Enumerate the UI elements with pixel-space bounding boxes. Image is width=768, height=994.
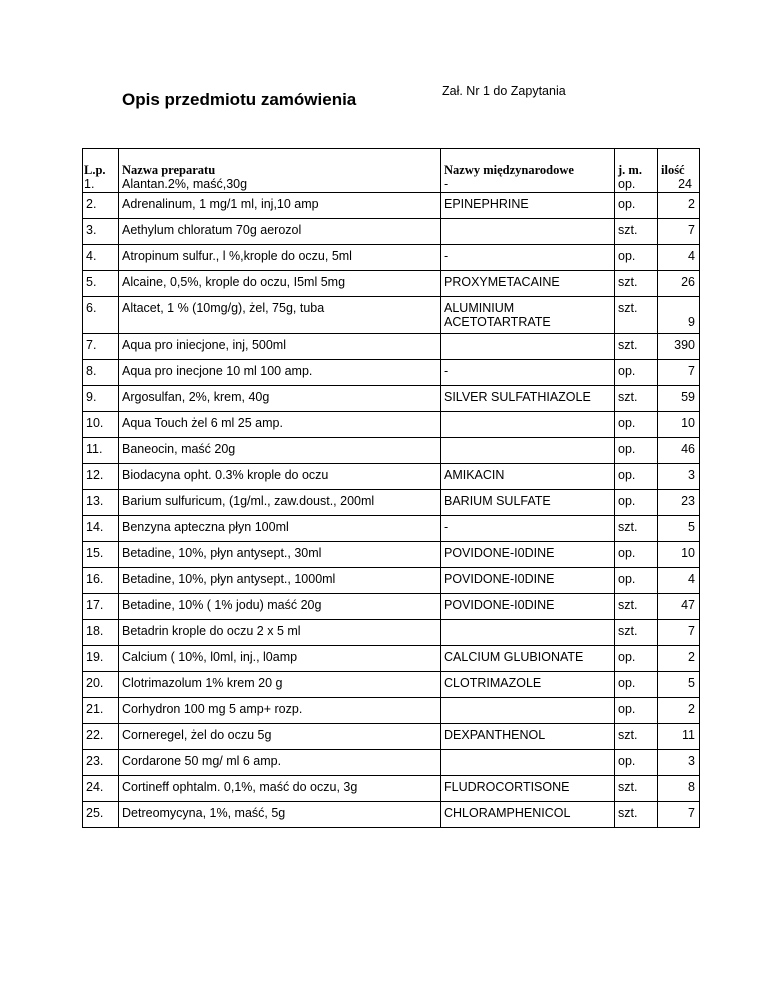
table-row bbox=[83, 438, 700, 464]
cell-qty: 4 bbox=[658, 245, 700, 271]
table-row bbox=[83, 334, 700, 360]
cell-unit: op. bbox=[615, 464, 658, 490]
cell-name: Cortineff ophtalm. 0,1%, maść do oczu, 3g bbox=[119, 776, 441, 802]
cell-lp: 17. bbox=[83, 594, 119, 620]
cell-name: Benzyna apteczna płyn 100ml bbox=[119, 516, 441, 542]
cell-name: Altacet, 1 % (10mg/g), żel, 75g, tuba bbox=[119, 297, 441, 334]
cell-name: Barium sulfuricum, (1g/ml., zaw.doust., 200ml bbox=[119, 490, 441, 516]
row-1-qty: 24 bbox=[678, 177, 692, 191]
cell-intl bbox=[441, 219, 615, 245]
header-qty: ilość bbox=[661, 163, 685, 177]
cell-lp: 11. bbox=[83, 438, 119, 464]
cell-lp: 6. bbox=[83, 297, 119, 334]
cell-intl: POVIDONE-I0DINE bbox=[441, 568, 615, 594]
cell-qty: 10 bbox=[658, 412, 700, 438]
cell-unit: op. bbox=[615, 698, 658, 724]
cell-qty: 2 bbox=[658, 193, 700, 219]
cell-intl: CHLORAMPHENICOL bbox=[441, 802, 615, 828]
cell-name: Betadine, 10%, płyn antysept., 30ml bbox=[119, 542, 441, 568]
cell-unit: szt. bbox=[615, 802, 658, 828]
table-row bbox=[83, 386, 700, 412]
cell-qty: 59 bbox=[658, 386, 700, 412]
cell-intl bbox=[441, 297, 615, 334]
table-row bbox=[83, 594, 700, 620]
cell-unit: op. bbox=[615, 438, 658, 464]
cell-qty: 26 bbox=[658, 271, 700, 297]
row-1-intl: - bbox=[444, 177, 449, 191]
header-cell-intl bbox=[441, 149, 615, 193]
header-cell-qty bbox=[658, 149, 700, 193]
table-row bbox=[83, 490, 700, 516]
order-table bbox=[82, 148, 700, 828]
cell-unit: op. bbox=[615, 412, 658, 438]
cell-qty: 4 bbox=[658, 568, 700, 594]
page-title: Opis przedmiotu zamówienia bbox=[122, 90, 357, 109]
header-name: Nazwa preparatu bbox=[122, 163, 216, 177]
cell-qty: 7 bbox=[658, 802, 700, 828]
cell-unit: szt. bbox=[615, 516, 658, 542]
cell-qty: 390 bbox=[658, 334, 700, 360]
cell-name: Alcaine, 0,5%, krople do oczu, I5ml 5mg bbox=[119, 271, 441, 297]
cell-qty: 23 bbox=[658, 490, 700, 516]
cell-intl: POVIDONE-I0DINE bbox=[441, 542, 615, 568]
table-row bbox=[83, 464, 700, 490]
table-row bbox=[83, 193, 700, 219]
table-row bbox=[83, 646, 700, 672]
table-row bbox=[83, 360, 700, 386]
cell-intl: CALCIUM GLUBIONATE bbox=[441, 646, 615, 672]
cell-lp: 24. bbox=[83, 776, 119, 802]
cell-intl bbox=[441, 750, 615, 776]
cell-name: Argosulfan, 2%, krem, 40g bbox=[119, 386, 441, 412]
cell-unit: op. bbox=[615, 245, 658, 271]
cell-qty: 9 bbox=[658, 297, 700, 334]
cell-lp: 3. bbox=[83, 219, 119, 245]
table-row bbox=[83, 412, 700, 438]
cell-lp: 19. bbox=[83, 646, 119, 672]
cell-lp: 23. bbox=[83, 750, 119, 776]
cell-unit: szt. bbox=[615, 776, 658, 802]
cell-intl bbox=[441, 438, 615, 464]
table-row bbox=[83, 802, 700, 828]
table-row bbox=[83, 568, 700, 594]
cell-lp: 15. bbox=[83, 542, 119, 568]
table-row bbox=[83, 219, 700, 245]
cell-name: Aqua pro iniecjone, inj, 500ml bbox=[119, 334, 441, 360]
cell-lp: 4. bbox=[83, 245, 119, 271]
header-cell-name bbox=[119, 149, 441, 193]
cell-intl: BARIUM SULFATE bbox=[441, 490, 615, 516]
cell-qty: 3 bbox=[658, 750, 700, 776]
cell-unit: op. bbox=[615, 568, 658, 594]
cell-name: Betadrin krople do oczu 2 x 5 ml bbox=[119, 620, 441, 646]
cell-lp: 21. bbox=[83, 698, 119, 724]
cell-qty: 47 bbox=[658, 594, 700, 620]
cell-unit: szt. bbox=[615, 334, 658, 360]
header-unit: j. m. bbox=[618, 163, 642, 177]
cell-qty: 5 bbox=[658, 516, 700, 542]
cell-lp: 13. bbox=[83, 490, 119, 516]
cell-intl bbox=[441, 698, 615, 724]
cell-name: Adrenalinum, 1 mg/1 ml, inj,10 amp bbox=[119, 193, 441, 219]
cell-intl bbox=[441, 620, 615, 646]
cell-lp: 22. bbox=[83, 724, 119, 750]
cell-name: Biodacyna opht. 0.3% krople do oczu bbox=[119, 464, 441, 490]
cell-intl-line-2: ACETOTARTRATE bbox=[444, 315, 551, 329]
row-1-name: Alantan.2%, maść,30g bbox=[122, 177, 248, 191]
cell-name: Aethylum chloratum 70g aerozol bbox=[119, 219, 441, 245]
cell-intl: DEXPANTHENOL bbox=[441, 724, 615, 750]
cell-qty: 11 bbox=[658, 724, 700, 750]
cell-intl bbox=[441, 412, 615, 438]
cell-name: Corhydron 100 mg 5 amp+ rozp. bbox=[119, 698, 441, 724]
cell-lp: 18. bbox=[83, 620, 119, 646]
cell-qty: 8 bbox=[658, 776, 700, 802]
cell-name: Calcium ( 10%, l0ml, inj., l0amp bbox=[119, 646, 441, 672]
cell-unit: op. bbox=[615, 490, 658, 516]
cell-qty: 3 bbox=[658, 464, 700, 490]
cell-name: Cordarone 50 mg/ ml 6 amp. bbox=[119, 750, 441, 776]
annex-label: Zał. Nr 1 do Zapytania bbox=[442, 84, 566, 98]
table-row bbox=[83, 724, 700, 750]
cell-intl: EPINEPHRINE bbox=[441, 193, 615, 219]
cell-name: Aqua Touch żel 6 ml 25 amp. bbox=[119, 412, 441, 438]
cell-unit: szt. bbox=[615, 620, 658, 646]
header-row bbox=[83, 149, 700, 193]
cell-unit: szt. bbox=[615, 594, 658, 620]
cell-unit: op. bbox=[615, 193, 658, 219]
header-cell-unit bbox=[615, 149, 658, 193]
header-lp: L.p. bbox=[84, 163, 106, 177]
cell-unit: szt. bbox=[615, 724, 658, 750]
table-row bbox=[83, 297, 700, 334]
table-row bbox=[83, 516, 700, 542]
cell-name: Betadine, 10%, płyn antysept., 1000ml bbox=[119, 568, 441, 594]
cell-intl: - bbox=[441, 516, 615, 542]
cell-qty: 7 bbox=[658, 360, 700, 386]
cell-name: Corneregel, żel do oczu 5g bbox=[119, 724, 441, 750]
table-row bbox=[83, 271, 700, 297]
cell-intl: - bbox=[441, 245, 615, 271]
cell-unit: op. bbox=[615, 542, 658, 568]
table-row bbox=[83, 620, 700, 646]
cell-unit: szt. bbox=[615, 386, 658, 412]
cell-lp: 20. bbox=[83, 672, 119, 698]
table-row bbox=[83, 672, 700, 698]
cell-unit: op. bbox=[615, 750, 658, 776]
cell-intl: CLOTRIMAZOLE bbox=[441, 672, 615, 698]
cell-intl: AMIKACIN bbox=[441, 464, 615, 490]
cell-qty: 2 bbox=[658, 646, 700, 672]
cell-intl-line-1: ALUMINIUM bbox=[444, 301, 515, 315]
cell-name: Clotrimazolum 1% krem 20 g bbox=[119, 672, 441, 698]
cell-lp: 25. bbox=[83, 802, 119, 828]
cell-qty: 10 bbox=[658, 542, 700, 568]
cell-lp: 10. bbox=[83, 412, 119, 438]
cell-lp: 2. bbox=[83, 193, 119, 219]
cell-unit: op. bbox=[615, 646, 658, 672]
cell-lp: 9. bbox=[83, 386, 119, 412]
cell-qty: 46 bbox=[658, 438, 700, 464]
cell-qty: 2 bbox=[658, 698, 700, 724]
cell-unit: szt. bbox=[615, 297, 658, 334]
cell-name: Detreomycyna, 1%, maść, 5g bbox=[119, 802, 441, 828]
cell-intl: SILVER SULFATHIAZOLE bbox=[441, 386, 615, 412]
table-row bbox=[83, 750, 700, 776]
cell-unit: op. bbox=[615, 360, 658, 386]
table-row bbox=[83, 776, 700, 802]
cell-intl: FLUDROCORTISONE bbox=[441, 776, 615, 802]
cell-lp: 12. bbox=[83, 464, 119, 490]
table-row bbox=[83, 245, 700, 271]
cell-qty: 7 bbox=[658, 620, 700, 646]
row-1-unit: op. bbox=[618, 177, 636, 191]
cell-unit: op. bbox=[615, 672, 658, 698]
cell-intl: - bbox=[441, 360, 615, 386]
cell-name: Aqua pro inecjone 10 ml 100 amp. bbox=[119, 360, 441, 386]
cell-lp: 7. bbox=[83, 334, 119, 360]
cell-name: Atropinum sulfur., l %,krople do oczu, 5ml bbox=[119, 245, 441, 271]
header-cell-lp bbox=[83, 149, 119, 193]
cell-qty: 7 bbox=[658, 219, 700, 245]
cell-lp: 8. bbox=[83, 360, 119, 386]
header-intl: Nazwy międzynarodowe bbox=[444, 163, 574, 177]
cell-unit: szt. bbox=[615, 219, 658, 245]
row-1-lp: 1. bbox=[84, 177, 95, 191]
cell-intl: POVIDONE-I0DINE bbox=[441, 594, 615, 620]
cell-intl: PROXYMETACAINE bbox=[441, 271, 615, 297]
table-row bbox=[83, 542, 700, 568]
cell-lp: 16. bbox=[83, 568, 119, 594]
cell-unit: szt. bbox=[615, 271, 658, 297]
cell-name: Baneocin, maść 20g bbox=[119, 438, 441, 464]
cell-lp: 5. bbox=[83, 271, 119, 297]
cell-name: Betadine, 10% ( 1% jodu) maść 20g bbox=[119, 594, 441, 620]
cell-intl bbox=[441, 334, 615, 360]
cell-lp: 14. bbox=[83, 516, 119, 542]
table-row bbox=[83, 698, 700, 724]
cell-qty: 5 bbox=[658, 672, 700, 698]
